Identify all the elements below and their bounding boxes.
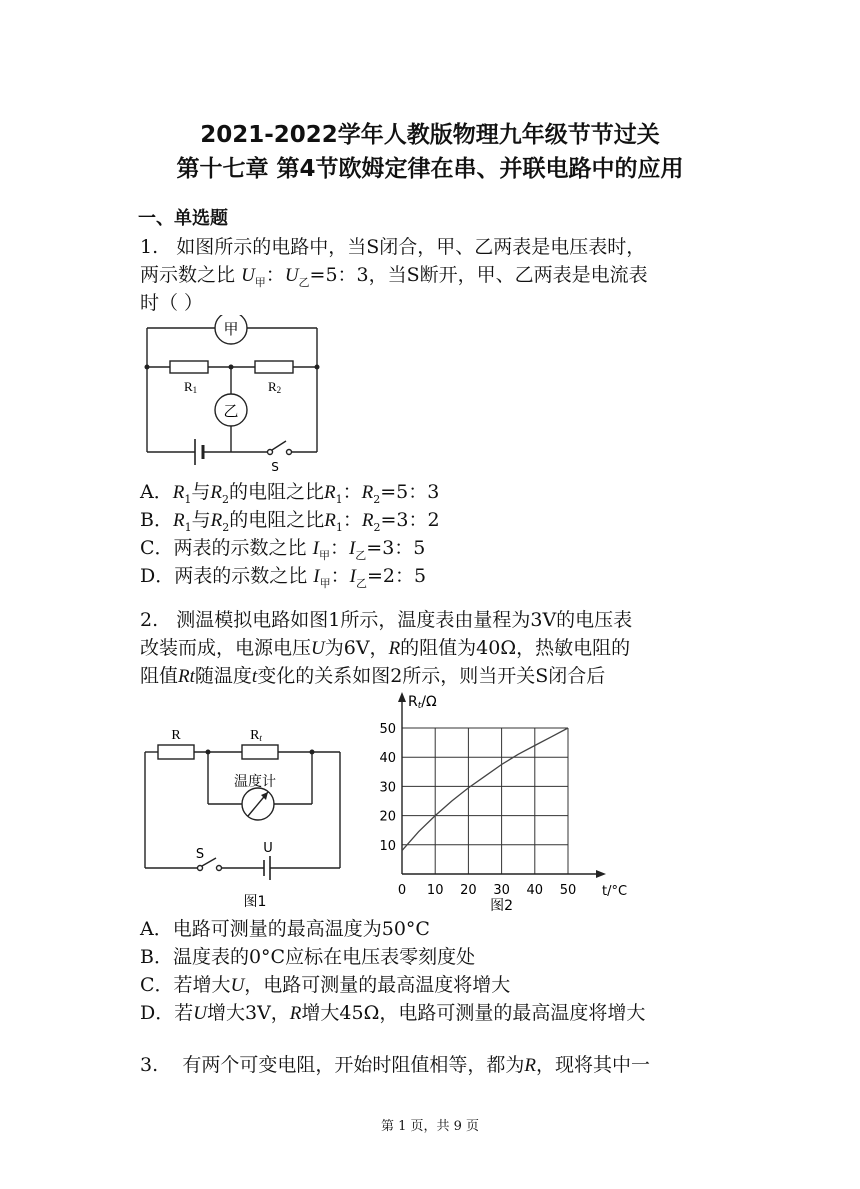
option-letter: B． <box>140 946 173 968</box>
option-tail: =3：5 <box>366 537 426 559</box>
q2-circuit-diagram <box>140 720 350 910</box>
option-text: ，电路可测量的最高温度将增大 <box>244 974 511 996</box>
q2-text: 的阻值为40Ω，热敏电阻的 <box>400 637 631 659</box>
sym-t: t <box>251 666 258 687</box>
sym-u: U <box>193 1003 207 1024</box>
y-tick-label: 40 <box>379 751 396 767</box>
option-text: 增大45Ω，电路可测量的最高温度将增大 <box>301 1002 646 1024</box>
q1-option-b <box>140 505 440 534</box>
q2-text1: 测温模拟电路如图1所示，温度表由量程为3V的电压表 <box>176 609 633 631</box>
page-title: 2021-2022学年人教版物理九年级节节过关 <box>200 122 660 148</box>
thermometer-label: 温度计 <box>234 774 276 790</box>
q1-text2: 两示数之比 <box>140 264 236 286</box>
colon: ： <box>342 509 362 531</box>
q1-sub-yi: 乙 <box>298 275 310 289</box>
sym-i: I <box>313 566 320 587</box>
y-axis-arrow <box>398 692 406 702</box>
y-tick-label: 20 <box>379 809 396 825</box>
q2-option-a <box>140 914 430 941</box>
q1-line2 <box>140 260 648 290</box>
sub: 甲 <box>318 548 330 562</box>
q1-line1 <box>140 232 645 259</box>
sym-r: R <box>361 482 374 503</box>
sym-rt: Rt <box>178 666 195 687</box>
fig2-caption: 图2 <box>490 898 514 913</box>
option-text: 两表的示数之比 <box>173 537 307 559</box>
sub: 乙 <box>355 576 367 590</box>
sub: 1 <box>335 520 343 534</box>
sub: 2 <box>373 520 381 534</box>
q1-circuit-diagram <box>140 315 325 475</box>
option-text: 增大3V， <box>206 1002 290 1024</box>
r2-label: R2 <box>268 379 282 395</box>
q1-option-a <box>140 477 439 506</box>
sub: 乙 <box>355 548 367 562</box>
q2-text: 随温度 <box>194 665 252 687</box>
q2-text: 为6V， <box>324 637 389 659</box>
sym-i: I <box>312 538 319 559</box>
option-letter: D． <box>140 1002 175 1024</box>
sym-r: R <box>388 638 401 659</box>
option-letter: A． <box>140 481 173 503</box>
y-tick-label: 10 <box>379 838 396 854</box>
rt-label: Rt <box>250 728 262 743</box>
r1-label: R1 <box>184 379 198 395</box>
q3-text: 有两个可变电阻，开始时阻值相等，都为 <box>182 1054 525 1076</box>
sym-r: R <box>210 510 223 531</box>
q1-number: 1. <box>140 236 159 258</box>
q2-option-d <box>140 998 645 1025</box>
sym-r: R <box>524 1055 536 1076</box>
option-text: 两表的示数之比 <box>174 565 308 587</box>
switch-label: S <box>195 847 205 862</box>
q1-option-d <box>140 561 426 591</box>
chart-series-line <box>402 728 568 851</box>
option-text: 与 <box>191 481 211 503</box>
q2-rt-temperature-chart <box>372 688 640 913</box>
sym-r: R <box>323 482 336 503</box>
option-letter: B． <box>140 509 173 531</box>
x-tick-label: 30 <box>493 883 510 898</box>
option-text: 与 <box>191 509 211 531</box>
chart-ylabel: Rt/Ω <box>408 694 437 711</box>
sub: 2 <box>221 492 229 506</box>
q3-text: ，现将其中一 <box>535 1054 650 1076</box>
y-tick-label: 30 <box>379 780 396 796</box>
sym-r: R <box>324 510 336 531</box>
colon: ： <box>330 565 350 587</box>
meter-jia-label: 甲 <box>223 320 239 338</box>
switch-label: S <box>271 460 279 474</box>
x-tick-label: 0 <box>397 883 407 898</box>
option-letter: C． <box>140 537 174 559</box>
q1-option-c <box>140 533 425 563</box>
option-letter: A． <box>140 918 173 940</box>
chart-grid <box>402 728 568 874</box>
sym-r: R <box>172 510 185 531</box>
x-tick-label: 50 <box>559 883 577 898</box>
option-letter: C． <box>140 974 174 996</box>
sub: 2 <box>222 520 230 534</box>
sym-i: I <box>349 566 356 587</box>
sub: 1 <box>335 492 343 506</box>
q1-colon: ： <box>265 264 285 286</box>
sym-u: U <box>311 638 325 659</box>
option-tail: =3：2 <box>380 509 440 531</box>
q2-line2 <box>140 633 630 660</box>
x-tick-label: 20 <box>460 883 477 898</box>
q1-sub-jia: 甲 <box>254 275 266 289</box>
q2-text: 阻值 <box>140 665 179 687</box>
sym-u: U <box>230 975 245 996</box>
option-letter: D． <box>140 565 175 587</box>
fig1-caption: 图1 <box>243 894 267 910</box>
x-axis-arrow <box>596 870 606 878</box>
source-label: U <box>263 841 273 856</box>
q2-line3 <box>140 661 605 688</box>
sub: 1 <box>184 520 192 534</box>
sub: 2 <box>373 492 381 506</box>
page-footer: 第 1 页，共 9 页 <box>380 1119 480 1134</box>
option-text: 若增大 <box>173 974 231 996</box>
y-tick-label: 50 <box>379 722 396 737</box>
option-tail: =2：5 <box>366 565 427 587</box>
q3-number: 3. <box>140 1054 159 1076</box>
sym-r: R <box>361 510 374 531</box>
option-text: 的电阻之比 <box>229 509 325 531</box>
page-subtitle: 第十七章 第4节欧姆定律在串、并联电路中的应用 <box>176 156 684 182</box>
option-text: 若 <box>174 1002 194 1024</box>
chart-xlabel: t/°C <box>602 884 628 899</box>
q1-sym-u2: U <box>284 265 299 286</box>
q2-text: 变化的关系如图2所示，则当开关S闭合后 <box>257 665 606 687</box>
sub: 1 <box>184 492 192 506</box>
q1-text3: =5：3，当S断开，甲、乙两表是电流表 <box>309 264 648 286</box>
option-text: 电路可测量的最高温度为50°C <box>172 918 430 940</box>
sym-r: R <box>172 482 185 503</box>
colon: ： <box>329 537 349 559</box>
chart-tick-labels <box>379 722 576 898</box>
sub: 甲 <box>319 576 331 590</box>
q2-number: 2. <box>140 609 159 631</box>
q2-text: 改装而成，电源电压 <box>140 637 312 659</box>
q2-option-c <box>140 970 510 997</box>
meter-yi-label: 乙 <box>223 402 239 420</box>
option-tail: =5：3 <box>380 481 440 503</box>
section-heading: 一、单选题 <box>138 208 228 229</box>
q1-line3: 时（ ） <box>140 292 204 314</box>
q3-line1 <box>140 1050 650 1077</box>
sym-r: R <box>289 1003 302 1024</box>
q1-text1: 如图所示的电路中，当S闭合，甲、乙两表是电压表时， <box>176 236 646 258</box>
option-text: 的电阻之比 <box>228 481 324 503</box>
q2-line1 <box>140 605 632 632</box>
colon: ： <box>342 481 362 503</box>
q1-sym-u: U <box>241 265 255 286</box>
option-text: 温度表的0°C应标在电压表零刻度处 <box>172 946 476 968</box>
sym-r: R <box>210 482 222 503</box>
x-tick-label: 40 <box>526 883 544 898</box>
r-label: R <box>171 728 181 743</box>
x-tick-label: 10 <box>426 883 444 898</box>
sym-i: I <box>348 538 356 559</box>
q2-option-b <box>140 942 475 969</box>
